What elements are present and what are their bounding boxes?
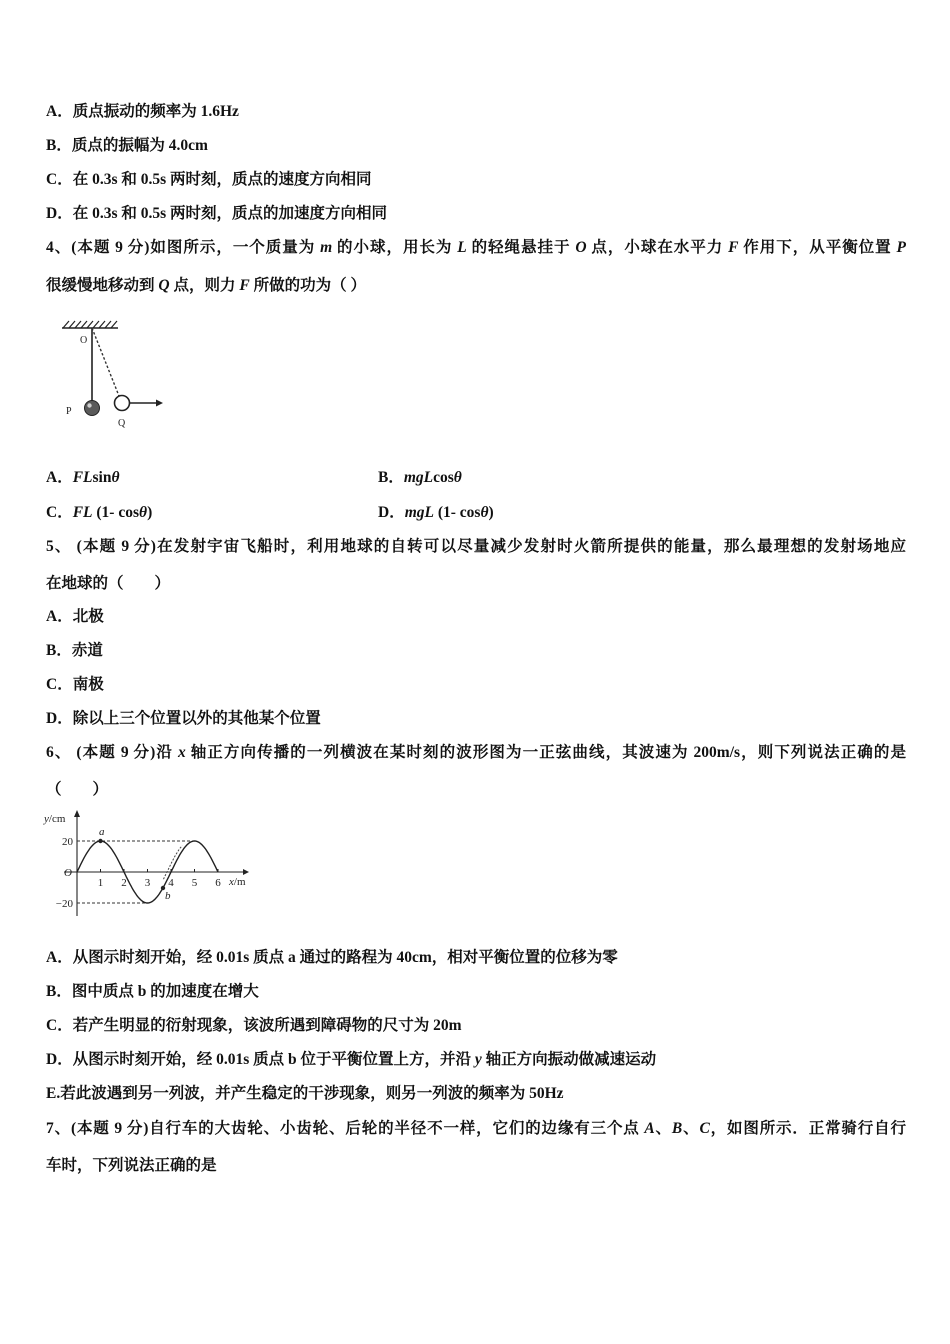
y-axis-arrow bbox=[74, 810, 80, 817]
text-segment: A． bbox=[46, 469, 73, 486]
y-axis-label-var: y bbox=[44, 813, 49, 825]
text-segment: ) bbox=[147, 504, 153, 521]
wave-figure bbox=[40, 808, 255, 920]
text-segment: (1- cos bbox=[433, 504, 481, 521]
italic-symbol: mgL bbox=[403, 469, 434, 486]
q4-option-a bbox=[46, 467, 120, 489]
q3-option-c: C．在 0.3s 和 0.5s 两时刻，质点的速度方向相同 bbox=[46, 171, 372, 188]
y-tick-minus20: −20 bbox=[55, 898, 73, 910]
text-segment: C． bbox=[46, 504, 73, 521]
italic-symbol: FL bbox=[72, 504, 93, 521]
label-o: O bbox=[80, 335, 88, 346]
q6-option-b: B．图中质点 b 的加速度在增大 bbox=[46, 983, 259, 1000]
q6-option-d bbox=[46, 1049, 656, 1071]
ball-q bbox=[115, 396, 130, 411]
q6-option-a: A．从图示时刻开始，经 0.01s 质点 a 通过的路程为 40cm，相对平衡位置的位移为零 bbox=[46, 949, 618, 966]
text-segment: 作用下，从平衡位置 bbox=[738, 239, 897, 256]
q7-stem-line2: 车时，下列说法正确的是 bbox=[46, 1157, 217, 1174]
text-segment: 所做的功为（ ） bbox=[249, 277, 366, 294]
x-tick-6: 6 bbox=[215, 877, 221, 889]
text-segment: 点，小球在水平力 bbox=[586, 239, 729, 256]
q6-stem-line1 bbox=[46, 742, 906, 764]
q4-option-d bbox=[378, 502, 494, 524]
italic-symbol: L bbox=[457, 239, 467, 256]
text-segment: B． bbox=[378, 469, 404, 486]
italic-symbol: P bbox=[896, 239, 906, 256]
x-tick-5: 5 bbox=[191, 877, 198, 889]
text-segment: 的小球，用长为 bbox=[332, 239, 458, 256]
y-axis-label bbox=[43, 813, 66, 825]
point-a-label: a bbox=[99, 826, 105, 838]
italic-symbol: m bbox=[320, 239, 333, 256]
q5-option-d: D．除以上三个位置以外的其他某个位置 bbox=[46, 710, 321, 727]
text-segment: D． bbox=[378, 504, 405, 521]
x-axis-label-unit: /m bbox=[233, 876, 246, 888]
force-arrow-head bbox=[156, 400, 163, 407]
italic-symbol: θ bbox=[139, 504, 148, 521]
italic-symbol: A bbox=[644, 1120, 655, 1137]
x-axis-arrow bbox=[243, 869, 249, 875]
text-segment: 轴正方向振动做减速运动 bbox=[481, 1051, 657, 1068]
text-segment: 7、(本题 9 分)自行车的大齿轮、小齿轮、后轮的半径不一样，它们的边缘有三个点 bbox=[46, 1120, 645, 1137]
ceiling-hatch bbox=[63, 321, 117, 328]
q5-option-b: B．赤道 bbox=[46, 642, 103, 659]
italic-symbol: y bbox=[474, 1051, 482, 1068]
text-segment: ) bbox=[488, 504, 494, 521]
italic-symbol: F bbox=[728, 239, 739, 256]
pendulum-figure bbox=[55, 312, 170, 432]
italic-symbol: θ bbox=[480, 504, 489, 521]
text-segment: 轴正方向传播的一列横波在某时刻的波形图为一正弦曲线，其波速为 200m/s，则下列说法正确的是 bbox=[185, 744, 906, 761]
text-segment: (1- cos bbox=[92, 504, 140, 521]
q3-option-a: A．质点振动的频率为 1.6Hz bbox=[46, 103, 239, 120]
text-segment: cos bbox=[433, 469, 454, 486]
text-segment: 、 bbox=[654, 1120, 672, 1137]
italic-symbol: FL bbox=[72, 469, 93, 486]
ball-p-highlight bbox=[87, 403, 91, 407]
q5-option-a: A．北极 bbox=[46, 608, 104, 625]
q3-option-b: B．质点的振幅为 4.0cm bbox=[46, 137, 208, 154]
italic-symbol: mgL bbox=[404, 504, 434, 521]
text-segment: 6、 (本题 9 分)沿 bbox=[46, 744, 178, 761]
q4-option-c bbox=[46, 502, 152, 524]
text-segment: 点，则力 bbox=[169, 277, 240, 294]
y-tick-20: 20 bbox=[62, 836, 73, 848]
text-segment: D．从图示时刻开始，经 0.01s 质点 b 位于平衡位置上方，并沿 bbox=[46, 1051, 475, 1068]
italic-symbol: θ bbox=[453, 469, 462, 486]
text-segment: 很缓慢地移动到 bbox=[46, 277, 159, 294]
x-tick-3: 3 bbox=[144, 877, 151, 889]
q7-stem-line1 bbox=[46, 1118, 906, 1140]
italic-symbol: x bbox=[177, 744, 186, 761]
x-axis-label bbox=[228, 876, 246, 888]
q5-stem-line1: 5、 (本题 9 分)在发射宇宙飞船时，利用地球的自转可以尽量减少发射时火箭所提供的能量，那么最理想的发射场地应 bbox=[46, 538, 906, 555]
q6-option-e: E.若此波遇到另一列波，并产生稳定的干涉现象，则另一列波的频率为 50Hz bbox=[46, 1085, 564, 1102]
y-axis-label-unit: /cm bbox=[48, 813, 66, 825]
q5-stem-line2: 在地球的（ ） bbox=[46, 575, 171, 592]
x-axis-label-var: x bbox=[229, 876, 234, 888]
italic-symbol: B bbox=[671, 1120, 683, 1137]
point-a-dot bbox=[98, 839, 102, 843]
text-segment: 4、(本题 9 分)如图所示，一个质量为 bbox=[46, 239, 321, 256]
q6-stem-line2: （ ） bbox=[46, 781, 109, 798]
label-q: Q bbox=[118, 418, 126, 429]
origin-label: O bbox=[64, 867, 72, 879]
q4-stem-line1 bbox=[46, 237, 906, 259]
x-tick-2: 2 bbox=[121, 877, 127, 889]
x-tick-4: 4 bbox=[168, 877, 174, 889]
italic-symbol: F bbox=[239, 277, 250, 294]
italic-symbol: θ bbox=[111, 469, 120, 486]
italic-symbol: C bbox=[699, 1120, 710, 1137]
x-tick-1: 1 bbox=[97, 877, 104, 889]
q4-option-b bbox=[378, 467, 462, 489]
italic-symbol: O bbox=[575, 239, 587, 256]
q6-option-c: C．若产生明显的衍射现象，该波所遇到障碍物的尺寸为 20m bbox=[46, 1017, 462, 1034]
wave-shifted-dashed bbox=[164, 846, 183, 880]
q3-option-d: D．在 0.3s 和 0.5s 两时刻，质点的加速度方向相同 bbox=[46, 205, 388, 222]
text-segment: ，如图所示．正常骑行自行 bbox=[709, 1120, 906, 1137]
text-segment: 的轻绳悬挂于 bbox=[466, 239, 576, 256]
text-segment: sin bbox=[92, 469, 112, 486]
italic-symbol: Q bbox=[158, 277, 170, 294]
q5-option-c: C．南极 bbox=[46, 676, 104, 693]
rope-dashed bbox=[92, 328, 119, 396]
label-p: P bbox=[66, 406, 72, 417]
point-b-label: b bbox=[165, 890, 171, 902]
q4-stem-line2 bbox=[46, 275, 366, 297]
text-segment: 、 bbox=[682, 1120, 700, 1137]
ball-p bbox=[85, 401, 100, 416]
